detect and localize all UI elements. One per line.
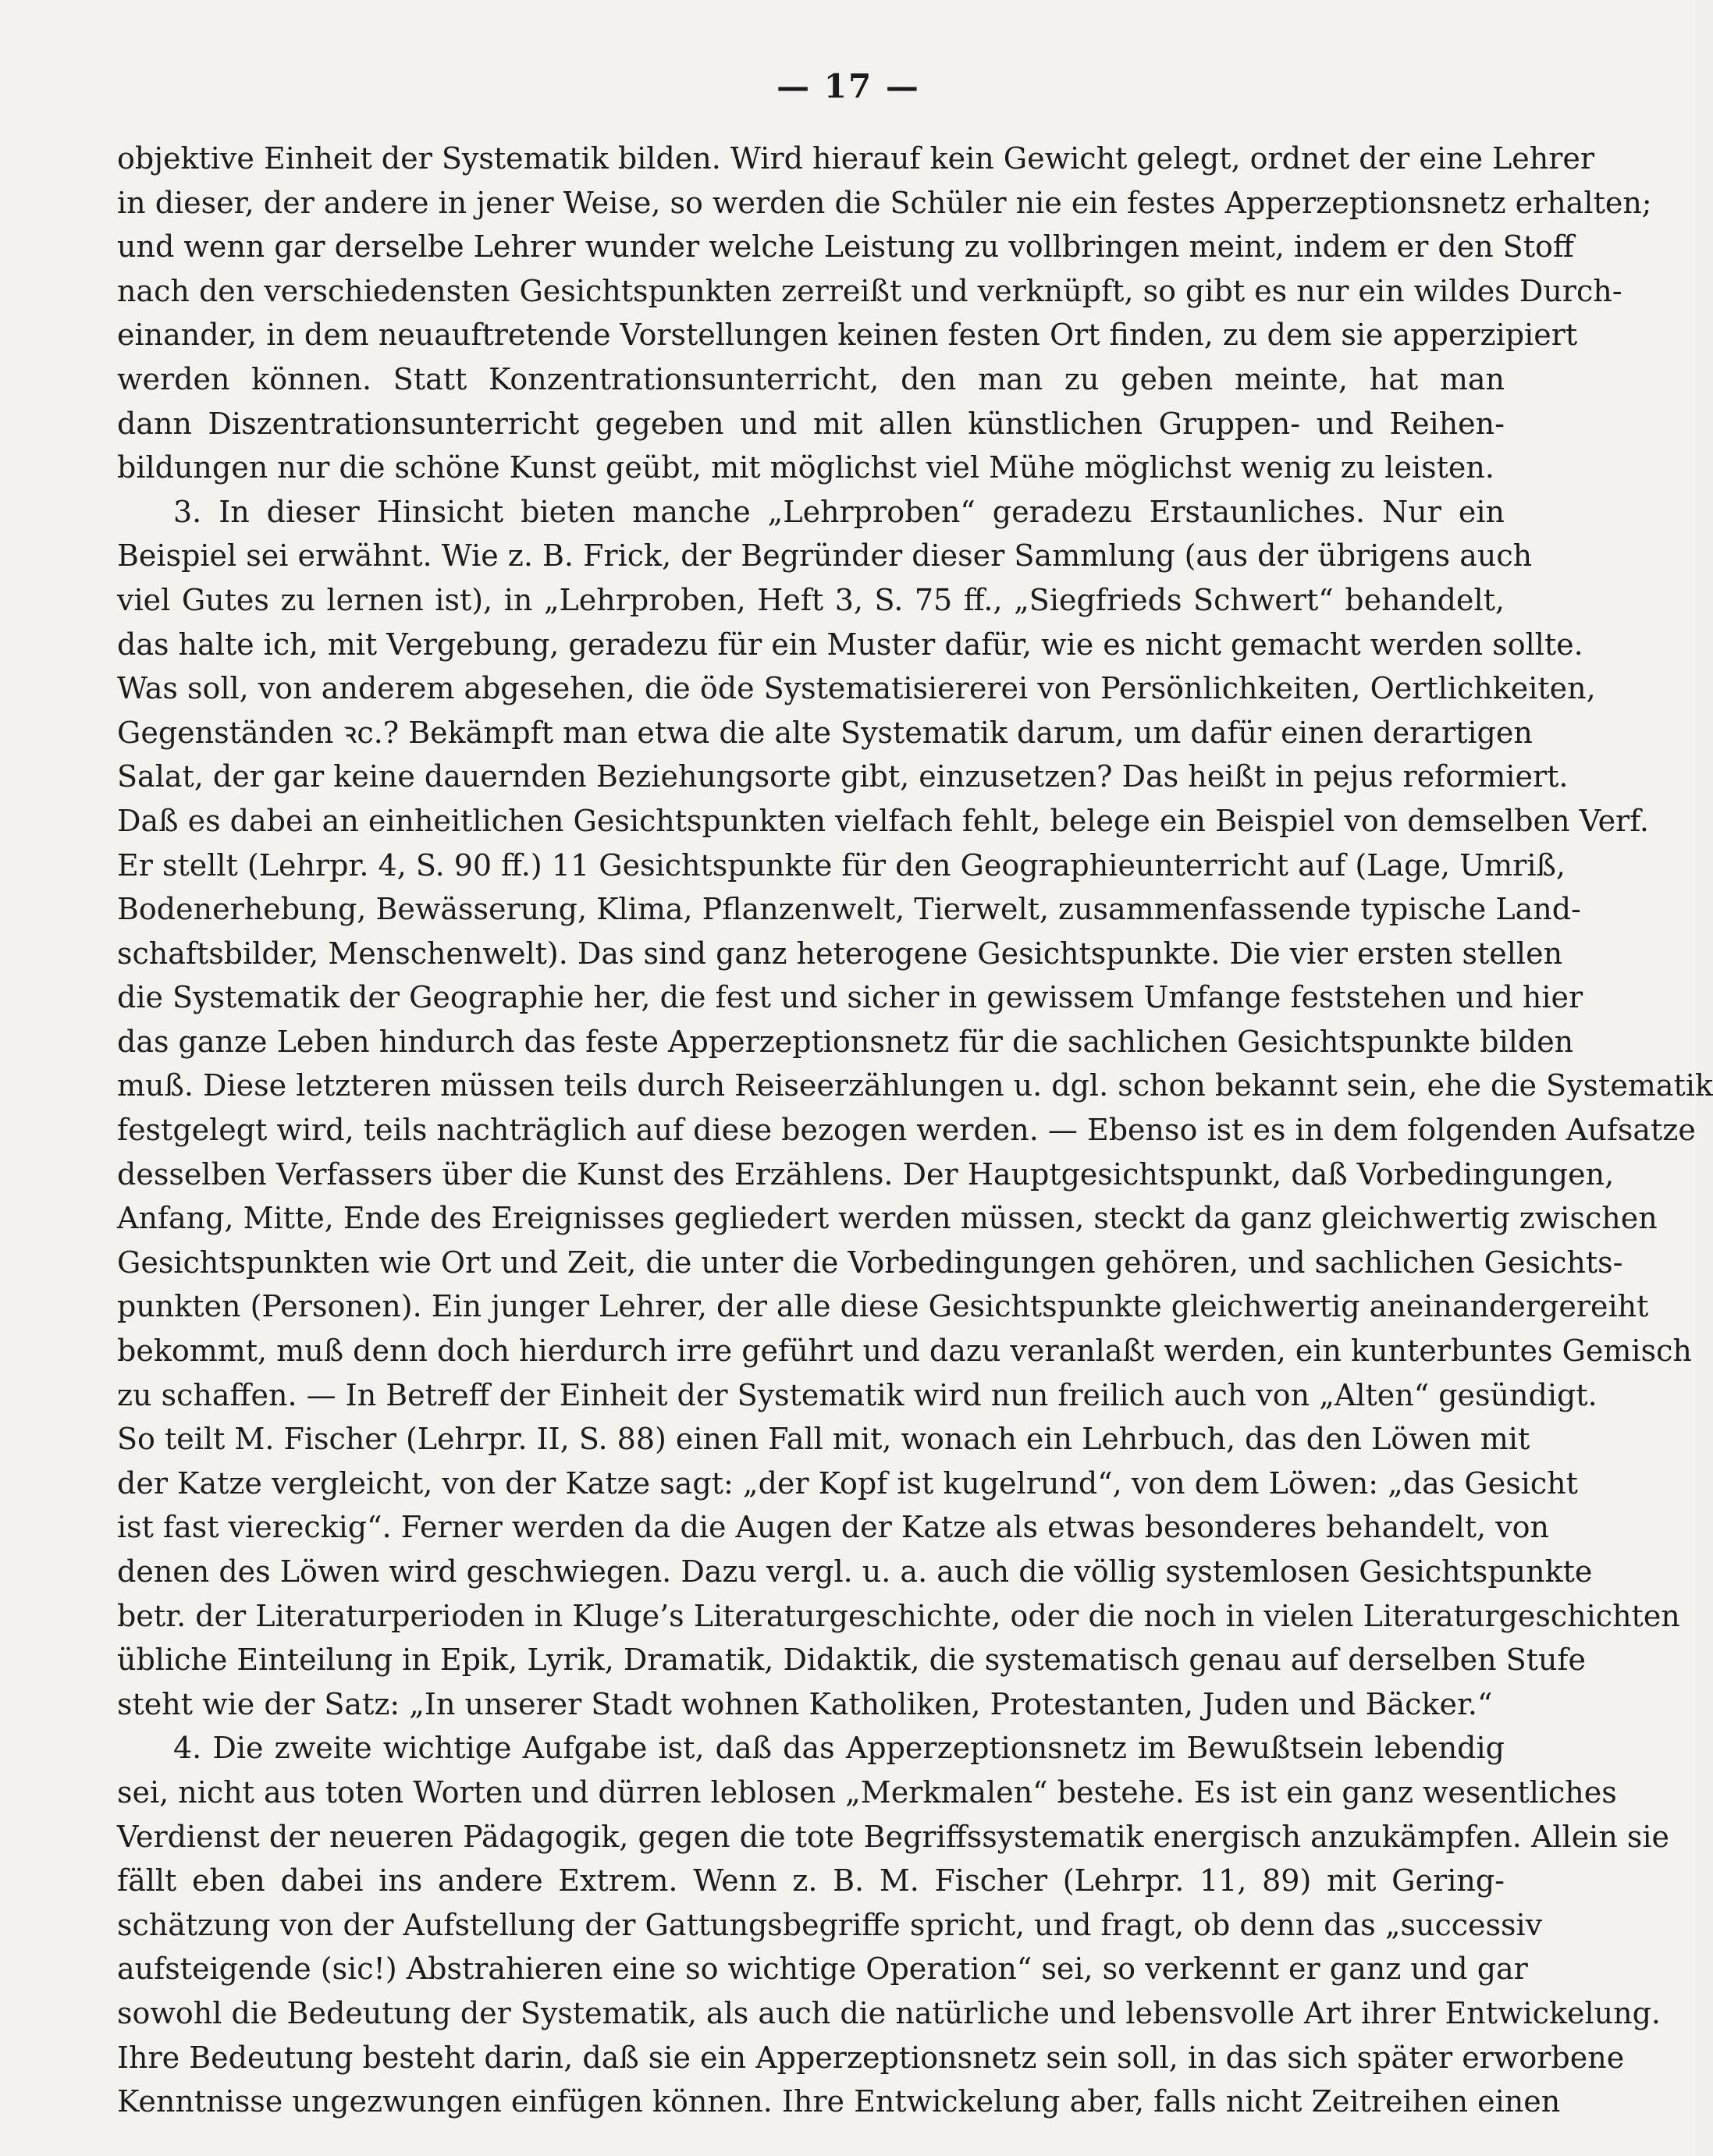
text-line: betr. der Literaturperioden in Kluge’s Literaturgeschichte, oder die noch in vielen Literaturgeschichten	[117, 1598, 1680, 1633]
text-line: der Katze vergleicht, von der Katze sagt: „der Kopf ist kugelrund“, von dem Löwen: „das Gesicht	[117, 1465, 1578, 1501]
text-line: Verdienst der neueren Pädagogik, gegen die tote Begriffssystematik energisch anzukämpfen. Allein sie	[117, 1819, 1670, 1854]
text-line: bekommt, muß denn doch hierdurch irre geführt und dazu veranlaßt werden, ein kunterbuntes Gemisch	[117, 1334, 1692, 1369]
text-line: sei, nicht aus toten Worten und dürren leblosen „Merkmalen“ bestehe. Es ist ein ganz wesentliches	[117, 1774, 1617, 1810]
text-line: 4. Die zweite wichtige Aufgabe ist, daß das Apperzeptionsnetz im Bewußtsein lebendig	[173, 1731, 1505, 1766]
text-line: aufsteigende (sic!) Abstrahieren eine so wichtige Operation“ sei, so verkennt er ganz und gar	[117, 1952, 1528, 1987]
text-line: übliche Einteilung in Epik, Lyrik, Dramatik, Didaktik, die systematisch genau auf derselben Stufe	[117, 1643, 1586, 1678]
text-line: steht wie der Satz: „In unserer Stadt wohnen Katholiken, Protestanten, Juden und Bäcker.“	[117, 1686, 1493, 1721]
text-line: 3. In dieser Hinsicht bieten manche „Lehrproben“ geradezu Erstaunliches. Nur ein	[173, 494, 1505, 529]
text-line: punkten (Personen). Ein junger Lehrer, der alle diese Gesichtspunkte gleichwertig aneinandergereiht	[117, 1289, 1649, 1324]
text-line: Salat, der gar keine dauernden Beziehungsorte gibt, einzusetzen? Das heißt in pejus reformiert.	[117, 759, 1569, 794]
text-line: viel Gutes zu lernen ist), in „Lehrproben, Heft 3, S. 75 ff., „Siegfrieds Schwert“ behandelt,	[117, 582, 1505, 617]
text-line: desselben Verfassers über die Kunst des Erzählens. Der Hauptgesichtspunkt, daß Vorbedingungen,	[117, 1156, 1615, 1192]
text-line: Ihre Bedeutung besteht darin, daß sie ein Apperzeptionsnetz sein soll, in das sich später erworbene	[117, 2040, 1625, 2075]
text-line: So teilt M. Fischer (Lehrpr. II, S. 88) einen Fall mit, wonach ein Lehrbuch, das den Löwen mit	[117, 1422, 1530, 1457]
text-line: in dieser, der andere in jener Weise, so werden die Schüler nie ein festes Apperzeptionsnetz erhalten;	[117, 185, 1652, 220]
text-line: Was soll, von anderem abgesehen, die öde Systematisiererei von Persönlichkeiten, Oertlichkeiten,	[117, 671, 1596, 706]
text-line: das halte ich, mit Vergebung, geradezu für ein Muster dafür, wie es nicht gemacht werden sollte.	[117, 627, 1583, 662]
text-line: einander, in dem neuauftretende Vorstellungen keinen festen Ort finden, zu dem sie apperzipiert	[117, 318, 1578, 353]
text-line: objektive Einheit der Systematik bilden. Wird hierauf kein Gewicht gelegt, ordnet der eine Lehrer	[117, 141, 1595, 176]
text-line: schätzung von der Aufstellung der Gattungsbegriffe spricht, und fragt, ob denn das „successiv	[117, 1907, 1543, 1942]
text-line: das ganze Leben hindurch das feste Apperzeptionsnetz für die sachlichen Gesichtspunkte bilden	[117, 1024, 1574, 1059]
text-line: werden können. Statt Konzentrationsunterricht, den man zu geben meinte, hat man	[117, 361, 1505, 396]
text-line: Gegenständen ꝛc.? Bekämpft man etwa die alte Systematik darum, um dafür einen derartigen	[117, 715, 1533, 750]
text-line: und wenn gar derselbe Lehrer wunder welche Leistung zu vollbringen meint, indem er den Stoff	[117, 229, 1574, 265]
text-line: schaftsbilder, Menschenwelt). Das sind ganz heterogene Gesichtspunkte. Die vier ersten stellen	[117, 936, 1563, 971]
text-line: muß. Diese letzteren müssen teils durch Reiseerzählungen u. dgl. schon bekannt sein, ehe die Systematik	[117, 1068, 1713, 1103]
text-line: Beispiel sei erwähnt. Wie z. B. Frick, der Begründer dieser Sammlung (aus der übrigens auch	[117, 538, 1533, 574]
text-line: Daß es dabei an einheitlichen Gesichtspunkten vielfach fehlt, belege ein Beispiel von demselben Verf.	[117, 803, 1650, 838]
text-line: Kenntnisse ungezwungen einfügen können. Ihre Entwickelung aber, falls nicht Zeitreihen einen	[117, 2084, 1561, 2119]
text-line: denen des Löwen wird geschwiegen. Dazu vergl. u. a. auch die völlig systemlosen Gesichtspunkte	[117, 1554, 1593, 1589]
text-line: ist fast viereckig“. Ferner werden da die Augen der Katze als etwas besonderes behandelt, von	[117, 1510, 1550, 1545]
text-line: festgelegt wird, teils nachträglich auf diese bezogen werden. — Ebenso ist es in dem folgenden Aufsatze	[117, 1113, 1696, 1148]
body-text	[117, 137, 1713, 2124]
text-line: zu schaffen. — In Betreff der Einheit der Systematik wird nun freilich auch von „Alten“ gesündigt.	[117, 1377, 1597, 1412]
text-line: sowohl die Bedeutung der Systematik, als auch die natürliche und lebensvolle Art ihrer Entwickelung.	[117, 1995, 1661, 2030]
text-line: fällt eben dabei ins andere Extrem. Wenn z. B. M. Fischer (Lehrpr. 11, 89) mit Gering-	[117, 1863, 1505, 1898]
text-line: Er stellt (Lehrpr. 4, S. 90 ff.) 11 Gesichtspunkte für den Geographieunterricht auf (Lage, Umriß,	[117, 847, 1566, 883]
text-line: bildungen nur die schöne Kunst geübt, mit möglichst viel Mühe möglichst wenig zu leisten.	[117, 450, 1494, 485]
page-number: — 17 —	[777, 67, 920, 105]
text-line: nach den verschiedensten Gesichtspunkten zerreißt und verknüpft, so gibt es nur ein wildes Durch-	[117, 273, 1622, 308]
text-line: dann Diszentrationsunterricht gegeben und mit allen künstlichen Gruppen- und Reihen-	[117, 406, 1505, 441]
text-line: Anfang, Mitte, Ende des Ereignisses gegliedert werden müssen, steckt da ganz gleichwertig zwischen	[117, 1201, 1658, 1236]
text-line: Bodenerhebung, Bewässerung, Klima, Pflanzenwelt, Tierwelt, zusammenfassende typische Land-	[117, 892, 1581, 927]
text-line: Gesichtspunkten wie Ort und Zeit, die unter die Vorbedingungen gehören, und sachlichen Gesichts-	[117, 1245, 1623, 1280]
text-line: die Systematik der Geographie her, die fest und sicher in gewissem Umfange feststehen und hier	[117, 980, 1583, 1015]
